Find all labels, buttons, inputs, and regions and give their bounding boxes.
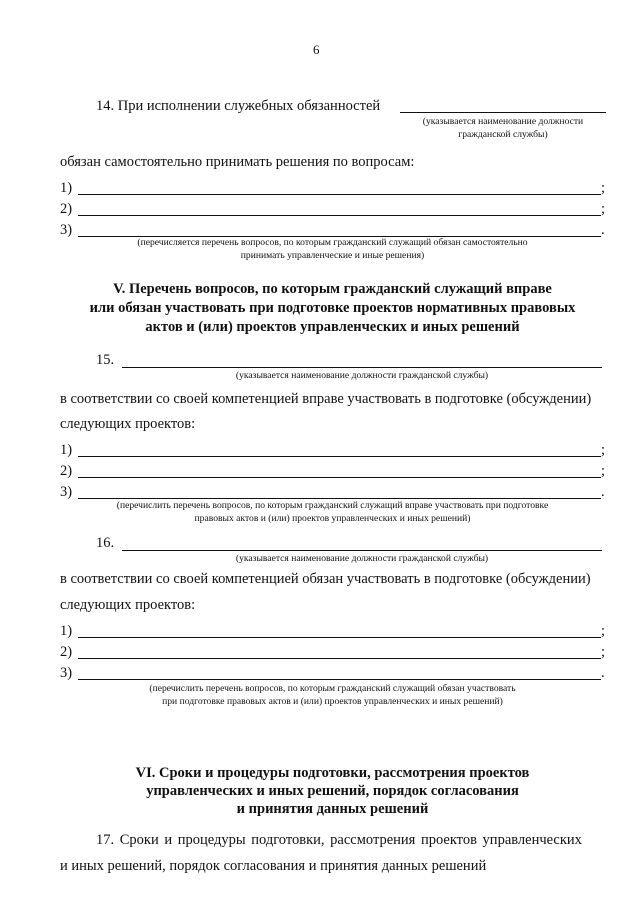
item-16-list-note-1: (перечислить перечень вопросов, по которым гражданский служащий обязан участвовать: [149, 683, 516, 694]
item-16-blank: [122, 550, 602, 551]
item-14-note-2: гражданской службы): [458, 129, 548, 140]
line-end: ;: [601, 201, 606, 217]
item-16-note: (указывается наименование должности гражданской службы): [235, 553, 489, 564]
section-6-heading-3: и принятия данных решений: [236, 801, 429, 817]
item-15-text-2: следующих проектов:: [60, 416, 196, 432]
line-end: ;: [601, 442, 606, 458]
item-15-note: (указывается наименование должности гражданской службы): [235, 370, 489, 381]
item-17-text-2: и иных решений, порядок согласования и принятия данных решений: [60, 858, 487, 874]
item-15-text-1: в соответствии со своей компетенцией вправе участвовать в подготовке (обсуждении): [60, 391, 592, 407]
line-end: .: [601, 665, 605, 681]
item-14-list-note-2: принимать управленческие и иные решения): [240, 250, 425, 261]
line-number: 3): [60, 665, 73, 681]
line-number: 1): [60, 623, 73, 639]
line-end: ;: [601, 644, 606, 660]
line-number: 1): [60, 180, 73, 196]
item-17-text-1: 17. Сроки и процедуры подготовки, рассмотрения проектов управленческих: [96, 832, 582, 848]
blank-line: [78, 194, 601, 195]
item-16-text-1: в соответствии со своей компетенцией обязан участвовать в подготовке (обсуждении): [60, 571, 591, 587]
blank-line: [78, 456, 601, 457]
item-15-blank: [122, 367, 602, 368]
item-15-list-note-2: правовых актов и (или) проектов управленческих и иных решений): [194, 513, 471, 524]
line-end: .: [601, 222, 605, 238]
section-5-heading-3: актов и (или) проектов управленческих и иных решений: [145, 319, 520, 335]
blank-line: [78, 679, 601, 680]
line-end: ;: [601, 180, 606, 196]
line-number: 2): [60, 463, 73, 479]
section-5-heading-1: V. Перечень вопросов, по которым гражданский служащий вправе: [113, 281, 552, 297]
section-5-heading-2: или обязан участвовать при подготовке проектов нормативных правовых: [89, 300, 576, 316]
item-14-text: 14. При исполнении служебных обязанностей: [96, 98, 381, 114]
item-16-list-note-2: при подготовке правовых актов и (или) проектов управленческих и иных решений): [162, 696, 503, 707]
line-number: 2): [60, 201, 73, 217]
item-16-text-2: следующих проектов:: [60, 597, 196, 613]
page-number: 6: [313, 42, 320, 57]
section-6-heading-1: VI. Сроки и процедуры подготовки, рассмотрения проектов: [135, 765, 530, 781]
line-number: 1): [60, 442, 73, 458]
item-14-obliged: обязан самостоятельно принимать решения по вопросам:: [60, 154, 415, 170]
item-15-number: 15.: [96, 352, 115, 368]
line-end: .: [601, 484, 605, 500]
section-6-heading-2: управленческих и иных решений, порядок согласования: [146, 783, 519, 799]
blank-line: [78, 215, 601, 216]
line-number: 3): [60, 222, 73, 238]
item-14-note-1: (указывается наименование должности: [422, 116, 584, 127]
line-number: 3): [60, 484, 73, 500]
item-14-blank: [400, 112, 606, 113]
line-end: ;: [601, 623, 606, 639]
item-16-number: 16.: [96, 535, 115, 551]
item-14-list-note-1: (перечисляется перечень вопросов, по которым гражданский служащий обязан самостоятельно: [137, 237, 528, 248]
item-15-list-note-1: (перечислить перечень вопросов, по которым гражданский служащий вправе участвовать при подготовке: [116, 500, 549, 511]
blank-line: [78, 637, 601, 638]
blank-line: [78, 658, 601, 659]
blank-line: [78, 477, 601, 478]
line-number: 2): [60, 644, 73, 660]
line-end: ;: [601, 463, 606, 479]
